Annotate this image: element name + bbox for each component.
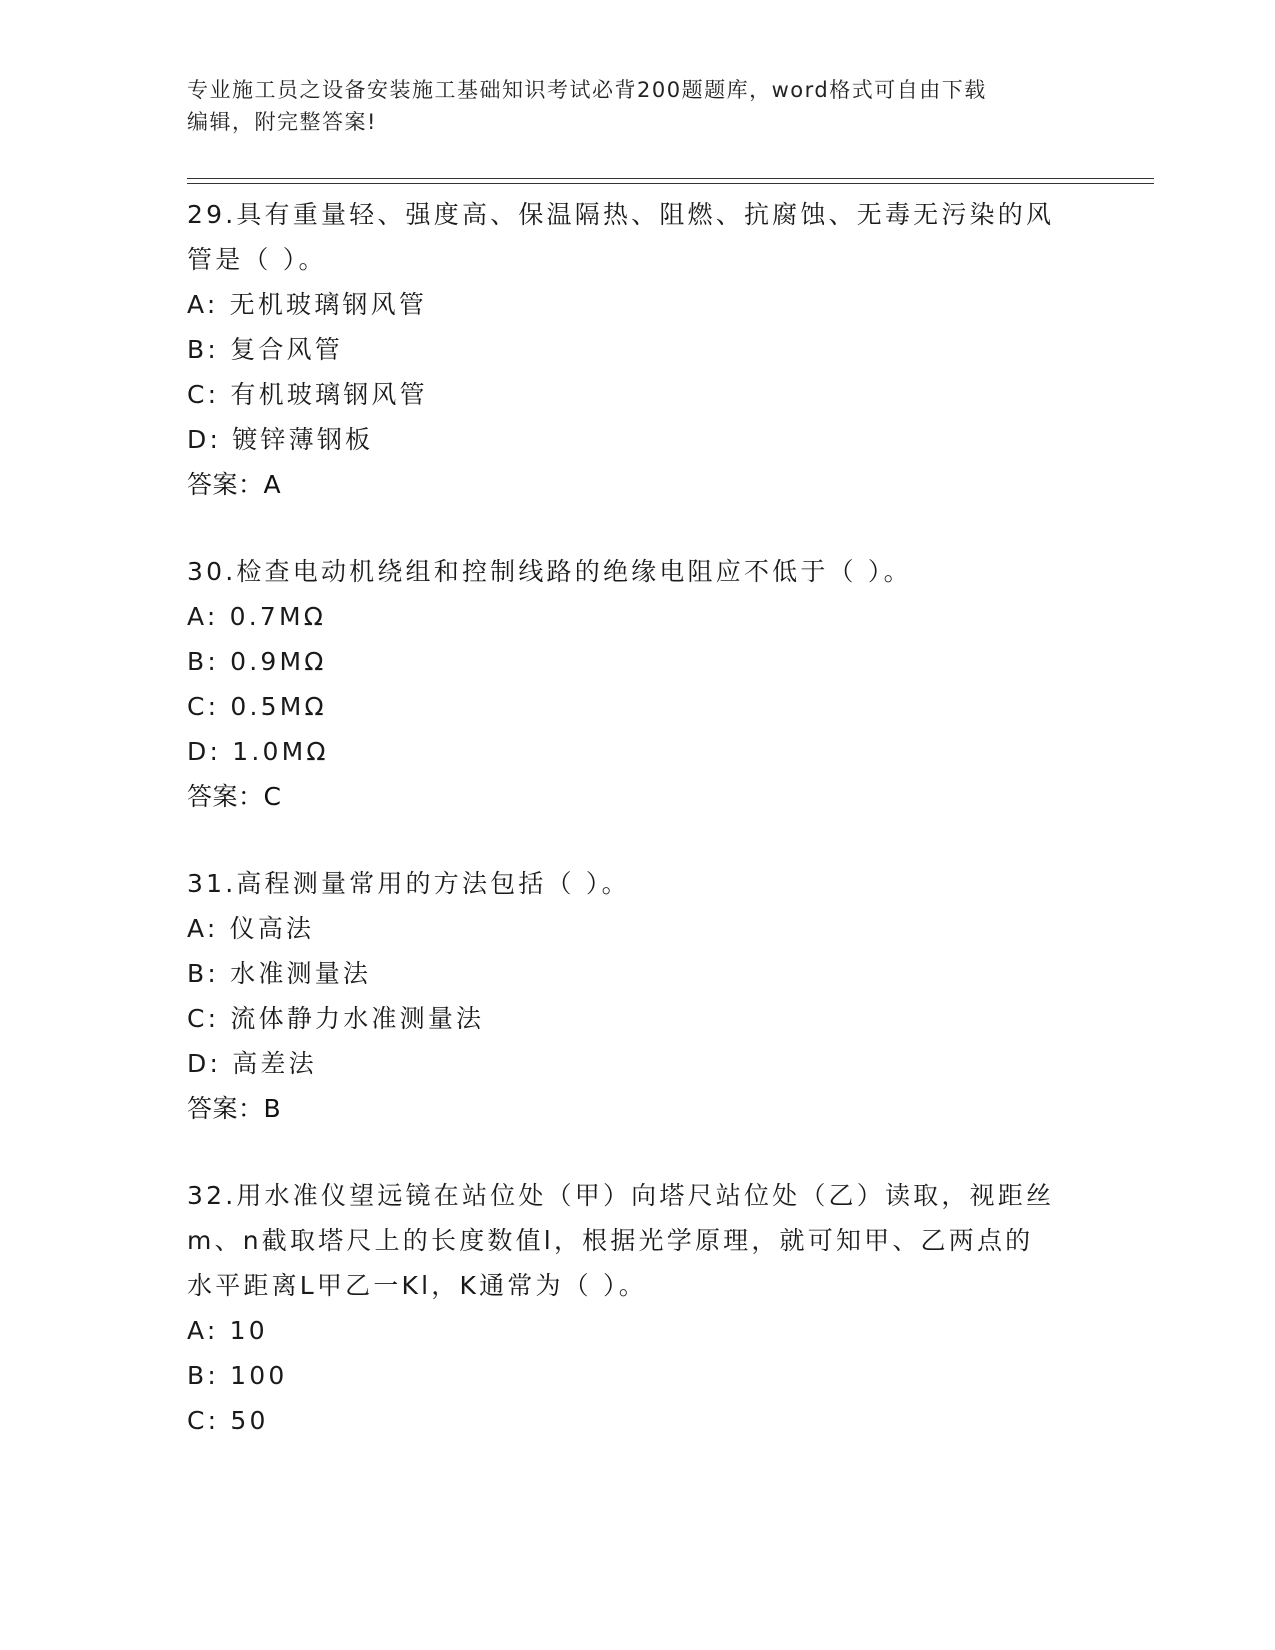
- answer-label: 答案：: [187, 1094, 264, 1123]
- question-text-line: 29.具有重量轻、强度高、保温隔热、阻燃、抗腐蚀、无毒无污染的风: [187, 200, 1055, 229]
- option-c: C: 有机玻璃钢风管: [187, 380, 428, 409]
- answer-value: C: [263, 782, 282, 811]
- option-b: B: 0.9MΩ: [187, 647, 327, 676]
- option-c: C: 流体静力水准测量法: [187, 1004, 485, 1033]
- header-divider-top: [187, 178, 1154, 179]
- answer-line: [187, 1086, 1087, 1131]
- question-text-line: m、n截取塔尺上的长度数值l，根据光学原理，就可知甲、乙两点的: [187, 1226, 1034, 1255]
- question-30: [187, 549, 1087, 819]
- option-b: B: 100: [187, 1361, 288, 1390]
- document-header: [187, 74, 1067, 138]
- option-a: A: 0.7MΩ: [187, 602, 327, 631]
- question-31: [187, 861, 1087, 1131]
- option-d: D: 镀锌薄钢板: [187, 425, 374, 454]
- question-text-line: 30.检查电动机绕组和控制线路的绝缘电阻应不低于（ ）。: [187, 557, 912, 586]
- option-d: D: 1.0MΩ: [187, 737, 329, 766]
- answer-value: A: [263, 470, 282, 499]
- option-c: C: 0.5MΩ: [187, 692, 327, 721]
- header-line-1: 专业施工员之设备安装施工基础知识考试必背200题题库，word格式可自由下载: [187, 78, 987, 102]
- option-a: A: 仪高法: [187, 914, 315, 943]
- option-b: B: 水准测量法: [187, 959, 372, 988]
- answer-value: B: [263, 1094, 282, 1123]
- option-b: B: 复合风管: [187, 335, 343, 364]
- answer-line: [187, 462, 1087, 507]
- question-text-line: 31.高程测量常用的方法包括（ ）。: [187, 869, 630, 898]
- answer-label: 答案：: [187, 782, 264, 811]
- question-text-line: 32.用水准仪望远镜在站位处（甲）向塔尺站位处（乙）读取，视距丝: [187, 1181, 1055, 1210]
- option-a: A: 无机玻璃钢风管: [187, 290, 428, 319]
- question-29: [187, 192, 1087, 507]
- header-divider-bottom: [187, 183, 1154, 184]
- option-a: A: 10: [187, 1316, 268, 1345]
- question-32: [187, 1173, 1087, 1443]
- answer-label: 答案：: [187, 470, 264, 499]
- question-list: [187, 192, 1087, 1443]
- question-text-line: 水平距离L甲乙一Kl，K通常为（ ）。: [187, 1271, 647, 1300]
- option-d: D: 高差法: [187, 1049, 317, 1078]
- question-text-line: 管是（ ）。: [187, 245, 327, 274]
- answer-line: [187, 774, 1087, 819]
- option-c: C: 50: [187, 1406, 269, 1435]
- header-line-2: 编辑，附完整答案!: [187, 110, 377, 134]
